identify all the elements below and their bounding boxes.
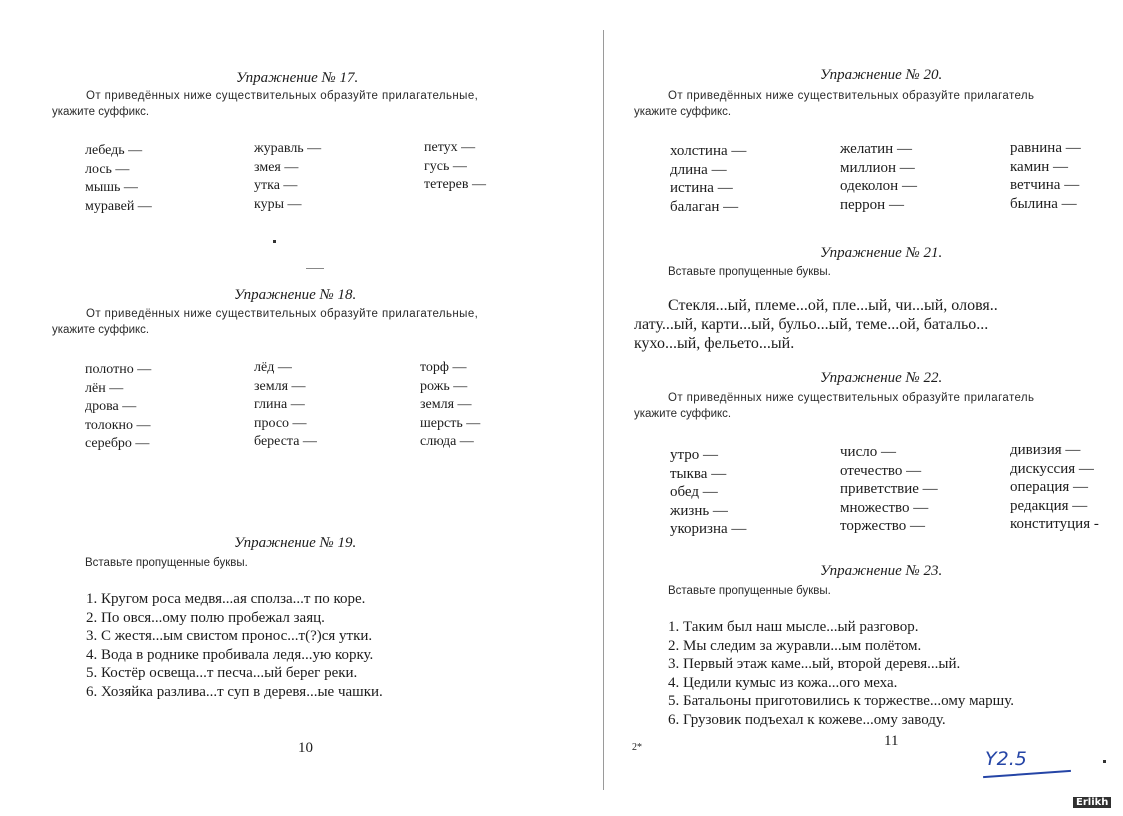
sentence-item: 3. С жестя...ым свистом пронос...т(?)ся утки.	[86, 628, 373, 645]
exercise-22-instruction	[634, 390, 1034, 422]
word-item: приветствие —	[840, 481, 938, 497]
page-number: 10	[298, 740, 313, 756]
word-item: дискуссия —	[1010, 460, 1094, 477]
sentence-item: 5. Батальоны приготовились к торжестве...ому маршу.	[668, 693, 1014, 710]
scan-speck	[273, 240, 276, 243]
exercise-18-title: Упражнение № 18.	[234, 287, 357, 303]
word-item: петух —	[424, 140, 476, 155]
word-item: тыква —	[670, 465, 727, 482]
word-item: шерсть —	[420, 415, 481, 431]
scan-speck	[1103, 760, 1106, 763]
sentence-item: 4. Вода в роднике пробивала ледя...ую корку.	[86, 646, 374, 663]
word-item: лёд —	[254, 360, 292, 375]
word-item: операция —	[1010, 479, 1089, 495]
word-item: балаган —	[670, 198, 739, 215]
word-item: множество —	[840, 499, 929, 516]
instruction-line: укажите суффикс.	[634, 106, 732, 118]
word-item: лось —	[85, 161, 130, 177]
exercise-23-title: Упражнение № 23.	[820, 563, 943, 579]
exercise-23-instruction: Вставьте пропущенные буквы.	[668, 585, 831, 597]
word-item: истина —	[670, 180, 733, 196]
instruction-line: укажите суффикс.	[634, 408, 732, 420]
sentence-item: 4. Цедили кумыс из кожа...ого меха.	[668, 674, 898, 691]
word-item: торф —	[420, 360, 467, 375]
exercise-18-column-1	[85, 361, 151, 454]
word-item: утро —	[670, 447, 718, 463]
word-item: длина —	[670, 161, 727, 178]
page-number: 11	[884, 733, 899, 749]
instruction-line: От приведённых ниже существительных образуйте прилагательные,	[86, 90, 479, 102]
exercise-19-sentences	[86, 590, 383, 702]
instruction-line: От приведённых ниже существительных образуйте прилагатель	[668, 90, 1035, 102]
word-item: холстина —	[670, 143, 747, 159]
exercise-18-column-2	[254, 359, 317, 452]
word-item: конституция -	[1010, 516, 1099, 532]
word-item: серебро —	[85, 436, 150, 451]
watermark: Erlikh	[1073, 797, 1111, 808]
word-item: редакция —	[1010, 497, 1088, 514]
instruction-line: От приведённых ниже существительных образуйте прилагатель	[668, 392, 1035, 404]
word-item: слюда —	[420, 434, 474, 449]
exercise-22-title: Упражнение № 22.	[820, 370, 943, 386]
exercise-21-line-3: кухо...ый, фельето...ый.	[634, 335, 795, 352]
word-item: просо —	[254, 415, 307, 431]
exercise-21-instruction: Вставьте пропущенные буквы.	[668, 266, 831, 278]
exercise-17-column-1	[85, 142, 152, 216]
word-item: дрова —	[85, 399, 137, 414]
exercise-22-column-1	[670, 446, 746, 539]
exercise-20-column-2	[840, 140, 917, 214]
sentence-item: 3. Первый этаж каме...ый, второй деревя...ый.	[668, 656, 961, 673]
sentence-item: 2. По овся...ому полю пробежал заяц.	[86, 609, 325, 626]
word-item: одеколон —	[840, 178, 917, 194]
instruction-line: укажите суффикс.	[52, 106, 150, 118]
word-item: ветчина —	[1010, 177, 1080, 193]
word-item: земля —	[254, 378, 306, 394]
word-item: муравей —	[85, 198, 152, 214]
word-item: торжество —	[840, 518, 925, 534]
word-item: камин —	[1010, 158, 1069, 175]
word-item: рожь —	[420, 378, 468, 394]
word-item: миллион —	[840, 159, 915, 176]
exercise-23-sentences	[668, 618, 1014, 730]
word-item: журавль —	[254, 141, 322, 156]
scan-speck	[306, 268, 324, 269]
word-item: глина —	[254, 397, 305, 412]
exercise-17-column-2	[254, 140, 321, 214]
exercise-21-line-2: лату...ый, карти...ый, бульо...ый, теме...ой, батальо...	[634, 316, 989, 333]
word-item: куры —	[254, 196, 302, 212]
word-item: полотно —	[85, 362, 152, 377]
word-item: обед —	[670, 484, 718, 500]
exercise-18-instruction	[52, 306, 478, 338]
instruction-line: От приведённых ниже существительных образуйте прилагательные,	[86, 308, 479, 320]
word-item: толокно —	[85, 417, 151, 433]
exercise-19-instruction: Вставьте пропущенные буквы.	[85, 557, 248, 569]
handwritten-grade: Y2.5	[985, 748, 1027, 770]
word-item: перрон —	[840, 196, 904, 213]
word-item: гусь —	[424, 158, 467, 174]
word-item: дивизия —	[1010, 442, 1081, 458]
exercise-21-line-1: Стекля...ый, племе...ой, пле...ый, чи...ый, оловя..	[668, 297, 998, 314]
exercise-22-column-3	[1010, 441, 1099, 534]
word-item: число —	[840, 444, 896, 460]
exercise-17-instruction	[52, 88, 478, 120]
exercise-20-instruction	[634, 88, 1034, 120]
exercise-22-column-2	[840, 443, 938, 536]
sentence-item: 6. Грузовик подъехал к кожеве...ому заводу.	[668, 711, 946, 728]
word-item: мышь —	[85, 180, 138, 195]
word-item: утка —	[254, 178, 298, 193]
word-item: жизнь —	[670, 502, 728, 519]
word-item: земля —	[420, 397, 472, 412]
word-item: змея —	[254, 159, 299, 175]
word-item: укоризна —	[670, 521, 747, 537]
word-item: лён —	[85, 380, 124, 396]
exercise-20-column-1	[670, 142, 746, 216]
word-item: равнина —	[1010, 140, 1081, 156]
word-item: береста —	[254, 434, 317, 449]
sentence-item: 6. Хозяйка разлива...т суп в деревя...ые чашки.	[86, 683, 383, 700]
instruction-line: укажите суффикс.	[52, 324, 150, 336]
word-item: отечество —	[840, 462, 922, 479]
sentence-item: 1. Таким был наш мысле...ый разговор.	[668, 619, 919, 635]
word-item: тетерев —	[424, 177, 486, 192]
exercise-17-title: Упражнение № 17.	[236, 70, 359, 86]
exercise-20-column-3	[1010, 139, 1081, 213]
exercise-17-column-3	[424, 139, 486, 195]
word-item: лебедь —	[85, 143, 143, 158]
exercise-18-column-3	[420, 359, 480, 452]
exercise-20-title: Упражнение № 20.	[820, 67, 943, 83]
sentence-item: 1. Кругом роса медвя...ая сполза...т по коре.	[86, 591, 366, 607]
exercise-19-title: Упражнение № 19.	[234, 535, 357, 551]
word-item: желатин —	[840, 141, 912, 157]
exercise-21-title: Упражнение № 21.	[820, 245, 943, 261]
sentence-item: 2. Мы следим за журавли...ым полётом.	[668, 637, 922, 654]
sheet-mark: 2*	[632, 742, 642, 753]
word-item: былина —	[1010, 195, 1077, 212]
sentence-item: 5. Костёр освеща...т песча...ый берег реки.	[86, 665, 358, 682]
